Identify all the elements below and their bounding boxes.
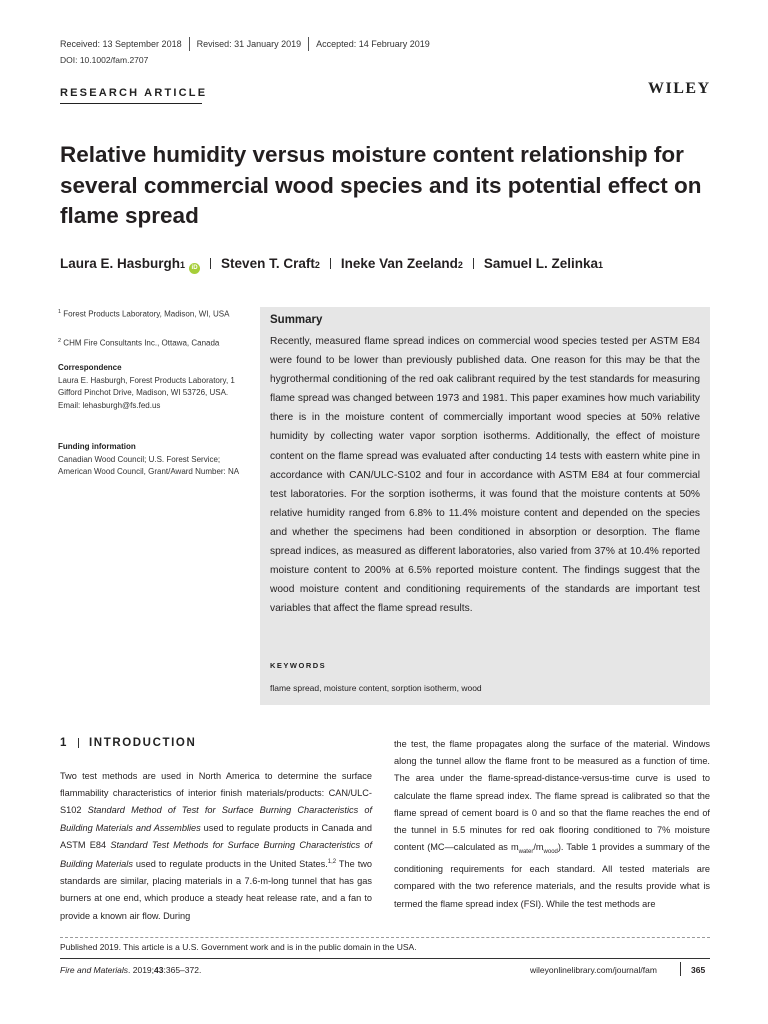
journal-pages: :365–372.: [163, 965, 202, 975]
keywords-text: flame spread, moisture content, sorption isotherm, wood: [270, 683, 482, 693]
affiliation-text: CHM Fire Consultants Inc., Ottawa, Canada: [63, 338, 220, 348]
text-run: used to regulate products in Canada and ASTM E84: [60, 822, 372, 850]
journal-name: Fire and Materials: [60, 965, 129, 975]
funding-information: [58, 441, 243, 479]
affiliation-number: 1: [58, 309, 62, 315]
divider: [78, 738, 79, 748]
section-number: 1: [60, 737, 68, 749]
author-affiliation-ref: 2: [314, 260, 320, 270]
divider: [680, 962, 681, 976]
funding-text: Canadian Wood Council; U.S. Forest Service; American Wood Council, Grant/Award Number: NA: [58, 454, 240, 477]
footnote-divider: [60, 937, 710, 938]
summary-heading: Summary: [270, 314, 323, 326]
affiliation-text: Forest Products Laboratory, Madison, WI, USA: [63, 309, 230, 319]
keywords-heading: KEYWORDS: [270, 661, 327, 670]
text-run: Two test methods are used in North America to determine the surface flammability characteristics of interior finish materials/products: CAN/ULC-S102: [60, 771, 372, 816]
correspondence-text: Laura E. Hasburgh, Forest Products Laboratory, 1 Gifford Pinchot Drive, Madison, WI 53726, USA.: [58, 375, 235, 398]
standard-title: Standard Test Methods for Surface Burning Characteristics of Building Materials: [60, 839, 372, 870]
author-name[interactable]: Laura E. Hasburgh: [60, 256, 181, 271]
author-affiliation-ref: 1: [597, 260, 603, 270]
affiliation-number: 2: [58, 338, 62, 344]
journal-volume: 43: [154, 965, 164, 975]
accepted-date: Accepted: 14 February 2019: [316, 39, 430, 49]
affiliation-2: [58, 335, 243, 350]
page-number: 365: [691, 965, 706, 975]
author-name[interactable]: Steven T. Craft: [221, 256, 315, 271]
article-title: Relative humidity versus moisture content relationship for several commercial wood species and its potential effect on flame spread: [60, 142, 702, 228]
section-label-underline: [60, 103, 202, 104]
divider: [330, 258, 331, 269]
publisher-logo: WILEY: [648, 80, 711, 97]
correspondence: [58, 362, 243, 412]
summary-box: [260, 307, 710, 705]
author-name[interactable]: Ineke Van Zeeland: [340, 256, 458, 271]
text-run: used to regulate products in the United States.: [132, 859, 328, 870]
summary-text: Recently, measured flame spread indices on commercial wood species tested per ASTM E84 were found to be lower than previously published data. One reason for this may be that the hygrothermal conditioning of the red oak calibrant required by the test standards for measuring flame spread was changed between 1973 and 1981. This paper examines how much variability there is in the moisture content of commercially important wood species at 50% relative humidity by collecting water vapor sorption isotherms. Additionally, the effect of moisture content on the flame spread was evaluated after conducting 14 tests with eastern white pine in accordance with CAN/ULC-S102 and four in accordance with ASTM E84 at four commercial test laboratories. For the sorption isotherms, it was found that the moisture contents at 50% relative humidity ranged from 6.8% to 11.4% moisture content and depended on the species and whether the specimens had been conditioned in absorption or desorption. The flame spread indices, as measured as different laboratories, also varied from 37% at 10.4% reported moisture content to 200% at 6.5% reported moisture content. The findings suggest that the wood moisture content and conditioning requirements of the standards are important test variables that affect the flame spread results.: [270, 336, 700, 615]
standard-title: Standard Method of Test for Surface Burning Characteristics of Building Materials and Assemblies: [60, 805, 372, 833]
subscript: water: [518, 849, 534, 856]
section-label: RESEARCH ARTICLE: [60, 87, 208, 99]
revised-date: Revised: 31 January 2019: [196, 39, 302, 49]
correspondence-email[interactable]: Email: lehasburgh@fs.fed.us: [58, 400, 161, 410]
affiliation-1: [58, 306, 243, 321]
author-list: [60, 256, 603, 273]
journal-website-link[interactable]: wileyonlinelibrary.com/journal/fam: [530, 965, 657, 975]
journal-citation: [60, 965, 201, 975]
section-title: INTRODUCTION: [89, 737, 197, 749]
citation-ref[interactable]: 1,2: [327, 859, 337, 866]
intro-paragraph-left: [60, 768, 372, 925]
text-run: The two standards are similar, placing materials in a 7.6-m-long tunnel that has gas burners at one end, which produce a steady heat release rate, and a fan to provide a known air flow. During: [60, 859, 373, 921]
intro-paragraph-right: [394, 736, 710, 913]
article-dates: [60, 37, 430, 51]
section-heading-introduction: [60, 737, 196, 749]
author-affiliation-ref: 1: [180, 260, 186, 270]
footer-rule: [60, 958, 710, 959]
text-run: the test, the flame propagates along the surface of the material. Windows along the tunnel allow the flame front to be measured as a function of time. The area under the flame-spread-distance-versus-time curve is used to calculate the flame spread index. The flame spread is calibrated so that the flame spread of cement board is 0 and so that the flame reaches the end of the tunnel in 5.5 minutes for red oak flooring conditioned to 7% moisture content (MC—calculated as m: [394, 739, 710, 853]
doi[interactable]: DOI: 10.1002/fam.2707: [60, 55, 149, 65]
text-run: /m: [533, 842, 544, 853]
received-date: Received: 13 September 2018: [60, 39, 182, 49]
journal-year: . 2019;: [128, 965, 155, 975]
publication-notice: Published 2019. This article is a U.S. Government work and is in the public domain in the USA.: [60, 942, 417, 952]
correspondence-heading: Correspondence: [58, 363, 122, 372]
author-name[interactable]: Samuel L. Zelinka: [483, 256, 598, 271]
divider: [308, 37, 309, 51]
funding-heading: Funding information: [58, 442, 136, 451]
author-affiliation-ref: 2: [457, 260, 463, 270]
divider: [189, 37, 190, 51]
subscript: wood: [543, 849, 558, 856]
text-run: ). Table 1 provides a summary of the conditioning requirements for each standard. All tested materials are compared with the two reference materials, and the results provide what is termed the flame spread index (FSI). While the test methods are: [394, 842, 710, 909]
orcid-icon[interactable]: iD: [189, 263, 200, 274]
divider: [473, 258, 474, 269]
divider: [210, 258, 211, 269]
